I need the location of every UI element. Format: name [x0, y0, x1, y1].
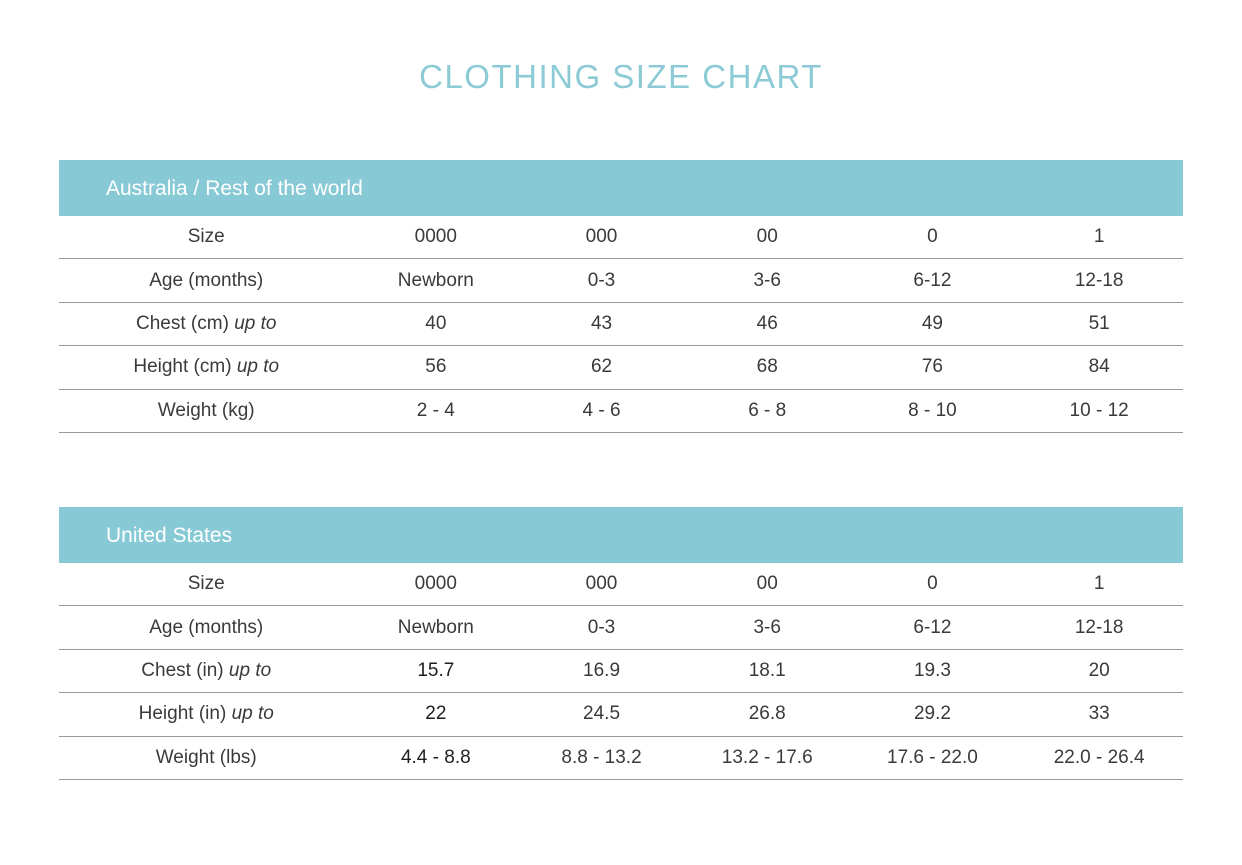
table-cell: 1 — [1093, 226, 1105, 248]
table-cell: 84 — [1088, 356, 1110, 378]
table-cell: 3-6 — [753, 616, 781, 638]
table-cell: 00 — [756, 226, 778, 248]
table-cell: 4.4 - 8.8 — [400, 746, 471, 768]
table-cell: 56 — [425, 356, 447, 378]
row-label: Weight (kg) — [157, 399, 255, 421]
table-cell: 8.8 - 13.2 — [561, 746, 642, 768]
table-row-size — [59, 216, 1183, 259]
row-label: Height (cm) up to — [133, 356, 280, 378]
row-label-suffix: up to — [228, 659, 272, 681]
table-cell: 000 — [585, 226, 618, 248]
table-cell: 12-18 — [1074, 616, 1124, 638]
table-cell: 20 — [1088, 659, 1110, 681]
table-cell: 33 — [1088, 703, 1110, 725]
row-label: Weight (lbs) — [155, 746, 257, 768]
table-cell: 4 - 6 — [582, 399, 621, 421]
table-cell: 16.9 — [583, 659, 621, 681]
row-label: Size — [187, 226, 225, 248]
table-cell: 000 — [585, 573, 618, 595]
row-label-suffix: up to — [236, 356, 280, 378]
table-cell: 29.2 — [913, 703, 951, 725]
table-cell: 6 - 8 — [748, 399, 787, 421]
table-cell: 22 — [425, 703, 447, 725]
table-cell: 49 — [921, 312, 943, 334]
table-cell: 62 — [590, 356, 613, 378]
size-table-united-states — [59, 507, 1183, 780]
table-row-weight — [59, 390, 1183, 433]
table-row-weight — [59, 737, 1183, 780]
table-cell: 19.3 — [913, 659, 951, 681]
row-label-suffix: up to — [234, 312, 277, 334]
row-label-suffix: up to — [231, 703, 274, 725]
table-cell: 8 - 10 — [908, 399, 957, 421]
table-cell: 15.7 — [417, 659, 455, 681]
table-cell: 40 — [425, 312, 447, 334]
row-label: Chest (in) up to — [141, 659, 272, 681]
table-cell: 00 — [756, 573, 778, 595]
table-header: Australia / Rest of the world — [59, 160, 1183, 216]
table-row-height — [59, 346, 1183, 389]
table-cell: 68 — [756, 356, 778, 378]
table-cell: Newborn — [397, 269, 474, 291]
table-cell: 18.1 — [748, 659, 786, 681]
table-row-age — [59, 606, 1183, 649]
table-row-age — [59, 259, 1183, 302]
table-cell: 2 - 4 — [416, 399, 455, 421]
table-cell: 0-3 — [587, 616, 616, 638]
row-label: Size — [187, 573, 225, 595]
table-cell: 3-6 — [753, 269, 781, 291]
table-cell: 46 — [756, 312, 778, 334]
table-cell: 12-18 — [1074, 269, 1124, 291]
page-title: CLOTHING SIZE CHART — [419, 58, 823, 95]
table-row-chest — [59, 303, 1183, 346]
table-row-height — [59, 693, 1183, 736]
table-cell: 0 — [927, 226, 938, 248]
table-cell: 43 — [590, 312, 613, 334]
row-label: Chest (cm) up to — [136, 312, 277, 334]
table-cell: 22.0 - 26.4 — [1053, 746, 1145, 768]
row-label: Age (months) — [149, 269, 264, 291]
table-cell: 13.2 - 17.6 — [721, 746, 813, 768]
table-row-size — [59, 563, 1183, 606]
table-cell: 51 — [1088, 312, 1110, 334]
table-cell: 0-3 — [587, 269, 616, 291]
size-table-australia — [59, 160, 1183, 433]
table-cell: 0 — [927, 573, 938, 595]
table-cell: 6-12 — [913, 616, 952, 638]
table-header: United States — [59, 507, 1183, 563]
table-cell: 1 — [1093, 573, 1105, 595]
table-cell: 17.6 - 22.0 — [887, 746, 978, 768]
table-cell: 0000 — [414, 226, 457, 248]
table-cell: 76 — [921, 356, 943, 378]
row-label: Height (in) up to — [138, 703, 274, 725]
table-cell: Newborn — [397, 616, 474, 638]
table-row-chest — [59, 650, 1183, 693]
table-cell: 0000 — [414, 573, 457, 595]
table-cell: 24.5 — [583, 703, 621, 725]
table-cell: 6-12 — [913, 269, 952, 291]
table-cell: 10 - 12 — [1069, 399, 1129, 421]
table-cell: 26.8 — [748, 703, 786, 725]
row-label: Age (months) — [149, 616, 264, 638]
